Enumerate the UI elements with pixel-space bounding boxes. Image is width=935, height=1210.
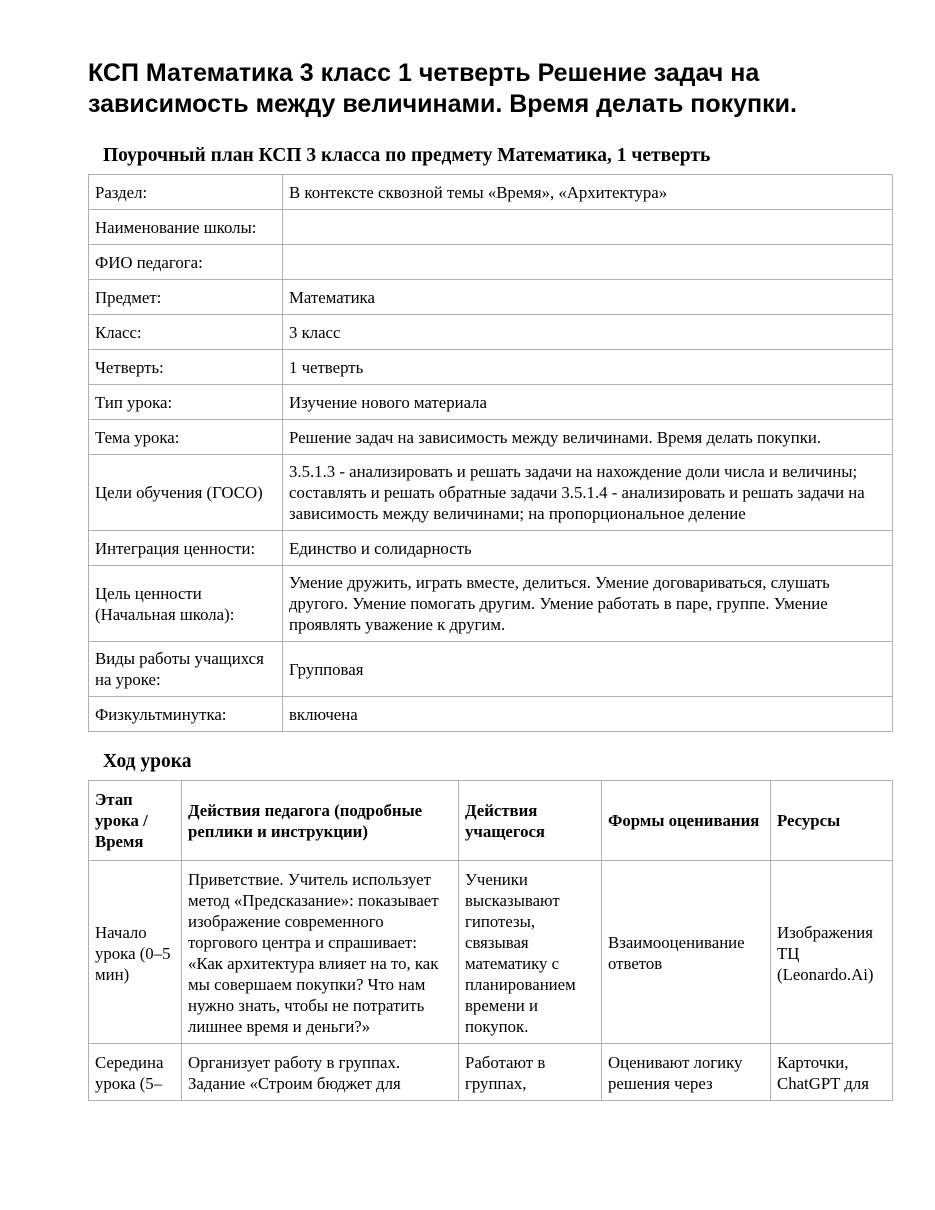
info-row xyxy=(89,315,893,350)
info-row xyxy=(89,566,893,642)
header-teacher-actions: Действия педагога (подробные реплики и инструкции) xyxy=(182,781,459,861)
info-label: Интеграция ценности: xyxy=(89,531,283,566)
flow-cell-assessment: Взаимооценивание ответов xyxy=(602,861,771,1044)
info-row xyxy=(89,531,893,566)
flow-header-row xyxy=(89,781,893,861)
lesson-flow-table xyxy=(88,780,893,1101)
info-value xyxy=(283,245,893,280)
header-assessment: Формы оценивания xyxy=(602,781,771,861)
info-label: Наименование школы: xyxy=(89,210,283,245)
info-label: Четверть: xyxy=(89,350,283,385)
info-value: Групповая xyxy=(283,642,893,697)
flow-row xyxy=(89,1044,893,1101)
info-row xyxy=(89,420,893,455)
header-resources: Ресурсы xyxy=(771,781,893,861)
info-label: Класс: xyxy=(89,315,283,350)
info-row xyxy=(89,385,893,420)
info-value: Изучение нового материала xyxy=(283,385,893,420)
flow-cell-teacher: Организует работу в группах. Задание «Строим бюджет для xyxy=(182,1044,459,1101)
info-label: Цели обучения (ГОСО) xyxy=(89,455,283,531)
info-row xyxy=(89,350,893,385)
info-row xyxy=(89,455,893,531)
info-value: 1 четверть xyxy=(283,350,893,385)
info-value: 3.5.1.3 - анализировать и решать задачи на нахождение доли числа и величины; составлять и решать обратные задачи 3.5.1.4 - анализировать и решать задачи на зависимость между величинами; на пропорциональное деление xyxy=(283,455,893,531)
header-student-actions: Действия учащегося xyxy=(459,781,602,861)
info-value: Единство и солидарность xyxy=(283,531,893,566)
header-stage: Этап урока / Время xyxy=(89,781,182,861)
info-label: Тема урока: xyxy=(89,420,283,455)
flow-row xyxy=(89,861,893,1044)
flow-cell-stage: Середина урока (5– xyxy=(89,1044,182,1101)
info-value xyxy=(283,210,893,245)
flow-cell-student: Ученики высказывают гипотезы, связывая математику с планированием времени и покупок. xyxy=(459,861,602,1044)
info-value: Умение дружить, играть вместе, делиться. Умение договариваться, слушать другого. Умение помогать другим. Умение работать в паре, группе. Умение проявлять уважение к другим. xyxy=(283,566,893,642)
info-label: Физкультминутка: xyxy=(89,697,283,732)
info-value: Математика xyxy=(283,280,893,315)
info-label: Предмет: xyxy=(89,280,283,315)
flow-cell-resources: Карточки, ChatGPT для xyxy=(771,1044,893,1101)
info-row xyxy=(89,210,893,245)
document-page xyxy=(88,58,893,1101)
info-value: включена xyxy=(283,697,893,732)
info-label: ФИО педагога: xyxy=(89,245,283,280)
info-row xyxy=(89,642,893,697)
info-label: Тип урока: xyxy=(89,385,283,420)
info-value: 3 класс xyxy=(283,315,893,350)
info-row xyxy=(89,280,893,315)
info-value: Решение задач на зависимость между величинами. Время делать покупки. xyxy=(283,420,893,455)
lesson-flow-heading: Ход урока xyxy=(103,751,192,772)
info-value: В контексте сквозной темы «Время», «Архитектура» xyxy=(283,175,893,210)
document-title: КСП Математика 3 класс 1 четверть Решение задач на зависимость между величинами. Время делать покупки. xyxy=(88,59,797,118)
info-label: Цель ценности (Начальная школа): xyxy=(89,566,283,642)
info-label: Виды работы учащихся на уроке: xyxy=(89,642,283,697)
info-row xyxy=(89,245,893,280)
flow-cell-student: Работают в группах, xyxy=(459,1044,602,1101)
info-label: Раздел: xyxy=(89,175,283,210)
flow-cell-stage: Начало урока (0–5 мин) xyxy=(89,861,182,1044)
flow-cell-teacher: Приветствие. Учитель использует метод «Предсказание»: показывает изображение современного торгового центра и спрашивает: «Как архитектура влияет на то, как мы совершаем покупки? Что нам нужно знать, чтобы не потратить лишнее время и деньги?» xyxy=(182,861,459,1044)
plan-heading: Поурочный план КСП 3 класса по предмету Математика, 1 четверть xyxy=(103,145,711,166)
info-row xyxy=(89,175,893,210)
info-row xyxy=(89,697,893,732)
lesson-info-table xyxy=(88,174,893,732)
flow-cell-resources: Изображения ТЦ (Leonardo.Ai) xyxy=(771,861,893,1044)
flow-cell-assessment: Оценивают логику решения через xyxy=(602,1044,771,1101)
